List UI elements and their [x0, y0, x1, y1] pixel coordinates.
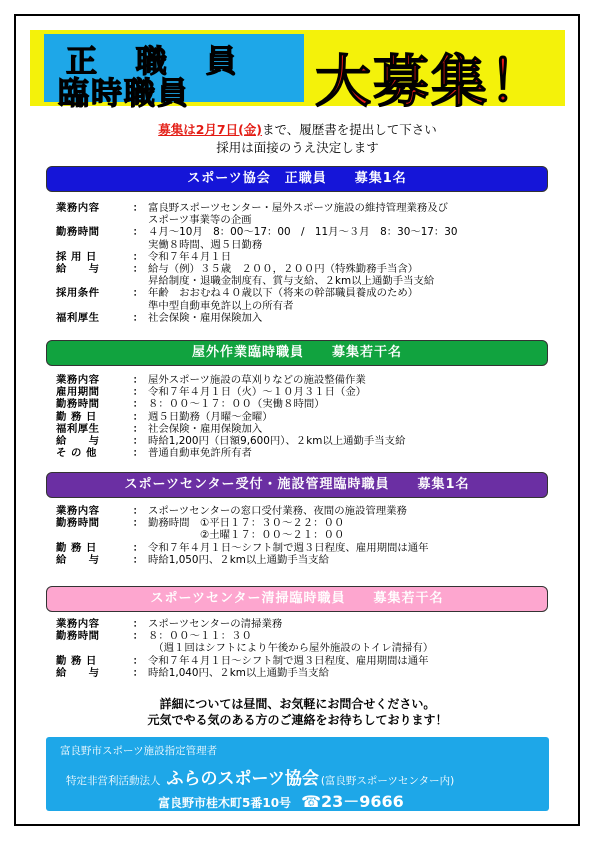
footnote-line2: 元気でやる気のある方のご連絡をお待ちしております！: [147, 713, 448, 727]
detail-row: [56, 655, 556, 667]
detail-row: [56, 447, 556, 459]
detail-colon: ：: [132, 541, 144, 554]
section-title-cleaning: スポーツセンター清掃臨時職員 募集若干名: [46, 586, 548, 612]
detail-value: ４月～10月 8：00～17：00 / 11月～３月 8：30～17：30: [148, 226, 458, 239]
detail-colon: [128, 239, 148, 251]
detail-colon: ：: [132, 250, 144, 263]
detail-label: 勤 務 日: [56, 541, 97, 554]
detail-value: 屋外スポーツ施設の草刈りなどの施設整備作業: [148, 374, 366, 386]
detail-value: 時給1,050円、２km以上通勤手当支給: [148, 553, 329, 566]
section-cleaning: [56, 618, 556, 679]
detail-row: [56, 374, 556, 386]
detail-colon: ：: [132, 374, 144, 386]
headline-temporary-staff: 臨時職員: [58, 76, 190, 112]
detail-label: 勤務時間: [56, 398, 100, 411]
detail-label: [56, 529, 128, 541]
detail-row: [56, 202, 556, 214]
detail-colon: [128, 300, 148, 312]
detail-label: 採用条件: [56, 287, 100, 300]
detail-colon: ：: [132, 398, 144, 411]
detail-row: [56, 263, 556, 275]
deadline-line: [0, 120, 595, 138]
contact-organization: [66, 764, 454, 789]
detail-label: [56, 239, 128, 251]
detail-label: 勤 務 日: [56, 410, 97, 423]
detail-label: 採 用 日: [56, 250, 97, 263]
detail-label: [56, 214, 128, 226]
detail-colon: ：: [132, 263, 144, 276]
detail-value: 年齢 おおむね４０歳以下（将来の幹部職員養成のため）: [148, 287, 419, 300]
detail-colon: [128, 529, 148, 541]
header-banner: [30, 30, 565, 115]
detail-row: [56, 618, 556, 630]
detail-row: [56, 398, 556, 410]
interview-note: 採用は面接のうえ決定します: [216, 140, 379, 155]
detail-colon: ：: [132, 553, 144, 566]
org-suffix: (富良野スポーツセンター内): [320, 775, 455, 787]
section-regular: [56, 202, 556, 324]
detail-value: 普通自動車免許所有者: [148, 447, 252, 460]
detail-label: 給 与: [56, 666, 100, 679]
detail-row: [56, 287, 556, 299]
section-reception: [56, 505, 556, 566]
detail-label: 業務内容: [56, 618, 100, 630]
detail-colon: ：: [132, 202, 144, 214]
detail-value: 富良野スポーツセンター・屋外スポーツ施設の維持管理業務及び: [148, 202, 449, 214]
detail-row: [56, 667, 556, 679]
detail-colon: ：: [132, 630, 144, 643]
org-name: ふらのスポーツ協会: [166, 769, 319, 789]
detail-label: [56, 275, 128, 287]
detail-row: [56, 517, 556, 529]
phone-number: ☎23－9666: [301, 792, 404, 811]
headline-regular-staff: 正 職 員: [66, 44, 251, 80]
detail-colon: ：: [132, 447, 144, 460]
detail-label: 給 与: [56, 435, 100, 448]
detail-value: スポーツセンターの窓口受付業務、夜間の施設管理業務: [148, 505, 407, 517]
detail-value: 給与（例）３５歳 ２００，２００円（特殊勤務手当含）: [148, 263, 419, 276]
detail-label: [56, 300, 128, 312]
detail-value: 週５日勤務（月曜～金曜）: [148, 410, 273, 423]
detail-value: 令和７年４月１日（火）～１０月３１日（金）: [148, 386, 367, 399]
detail-label: 勤 務 日: [56, 654, 97, 667]
section-title-regular: スポーツ協会 正職員 募集1名: [46, 166, 548, 192]
detail-colon: ：: [132, 435, 144, 448]
detail-row: [56, 542, 556, 554]
detail-label: 給 与: [56, 553, 100, 566]
detail-value: ８：００～１１：３０: [148, 630, 252, 643]
detail-row: [56, 386, 556, 398]
headline-recruiting: 大募集！: [315, 49, 547, 115]
deadline-highlight: 募集は2月7日(金): [158, 122, 263, 137]
detail-colon: [128, 214, 148, 226]
detail-row: [56, 435, 556, 447]
detail-value: スポーツ事業等の企画: [148, 214, 252, 227]
detail-row: [56, 300, 556, 312]
detail-value: スポーツセンターの清掃業務: [148, 618, 283, 630]
detail-value: 社会保険・雇用保険加入: [148, 311, 263, 324]
detail-value: 社会保険・雇用保険加入: [148, 422, 263, 435]
section-title-reception: スポーツセンター受付・施設管理臨時職員 募集1名: [46, 472, 548, 498]
detail-row: [56, 239, 556, 251]
detail-row: [56, 505, 556, 517]
contact-address-line: [158, 789, 404, 812]
detail-colon: ：: [132, 654, 144, 667]
detail-label: 福利厚生: [56, 311, 100, 324]
detail-value: （週１回はシフトにより午後から屋外施設のトイレ清掃有）: [148, 642, 434, 655]
detail-value: ８：００～１７：００（実働８時間）: [148, 398, 325, 411]
section-outdoor: [56, 374, 556, 459]
detail-label: そ の 他: [56, 447, 97, 460]
detail-colon: ：: [132, 517, 144, 530]
deadline-rest: まで、履歴書を提出して下さい: [262, 122, 437, 137]
detail-row: [56, 642, 556, 654]
detail-value: 令和７年４月１日～シフト制で週３日程度、雇用期間は通年: [148, 654, 429, 667]
detail-row: [56, 423, 556, 435]
section-title-outdoor: 屋外作業臨時職員 募集若干名: [46, 340, 548, 366]
detail-label: 業務内容: [56, 505, 100, 517]
detail-value: ②土曜１７：００～２１：００: [148, 529, 345, 542]
detail-value: 勤務時間 ①平日１７：３０～２２：００: [148, 517, 345, 530]
detail-colon: ：: [132, 287, 144, 300]
org-prefix: 特定非営利活動法人: [66, 775, 161, 787]
footnote-line1: 詳細については昼間、お気軽にお問合せください。: [159, 697, 436, 711]
detail-value: 昇給制度・退職金制度有、賞与支給、２km以上通勤手当支給: [148, 275, 435, 288]
detail-colon: ：: [132, 410, 144, 423]
detail-row: [56, 411, 556, 423]
detail-colon: ：: [132, 386, 144, 399]
detail-row: [56, 226, 556, 238]
detail-label: 雇用期間: [56, 386, 100, 399]
detail-row: [56, 529, 556, 541]
detail-colon: [128, 275, 148, 287]
detail-row: [56, 214, 556, 226]
detail-value: 令和７年４月１日: [148, 250, 232, 263]
detail-colon: ：: [132, 618, 144, 630]
detail-label: 勤務時間: [56, 226, 100, 239]
detail-row: [56, 251, 556, 263]
detail-label: 勤務時間: [56, 517, 100, 530]
detail-value: 準中型自動車免許以上の所有者: [148, 299, 294, 312]
detail-label: 給 与: [56, 263, 100, 276]
detail-row: [56, 275, 556, 287]
detail-row: [56, 554, 556, 566]
detail-label: 業務内容: [56, 374, 100, 386]
detail-value: 実働８時間、週５日勤務: [148, 238, 263, 251]
detail-value: 時給1,200円（日額9,600円）、２km以上通勤手当支給: [148, 435, 406, 448]
detail-colon: ：: [132, 422, 144, 435]
detail-label: 勤務時間: [56, 630, 100, 643]
detail-label: [56, 642, 128, 654]
detail-label: 福利厚生: [56, 422, 100, 435]
detail-value: 令和７年４月１日～シフト制で週３日程度、雇用期間は通年: [148, 541, 429, 554]
contact-box: [46, 737, 549, 811]
detail-colon: ：: [132, 311, 144, 324]
detail-label: 業務内容: [56, 202, 100, 214]
contact-manager-label: 富良野市スポーツ施設指定管理者: [60, 745, 218, 757]
detail-colon: ：: [132, 666, 144, 679]
address: 富良野市桂木町5番10号: [158, 796, 292, 810]
detail-colon: [128, 642, 148, 654]
detail-row: [56, 312, 556, 324]
detail-colon: ：: [132, 226, 144, 239]
detail-value: 時給1,040円、２km以上通勤手当支給: [148, 666, 329, 679]
detail-colon: ：: [132, 505, 144, 517]
detail-row: [56, 630, 556, 642]
